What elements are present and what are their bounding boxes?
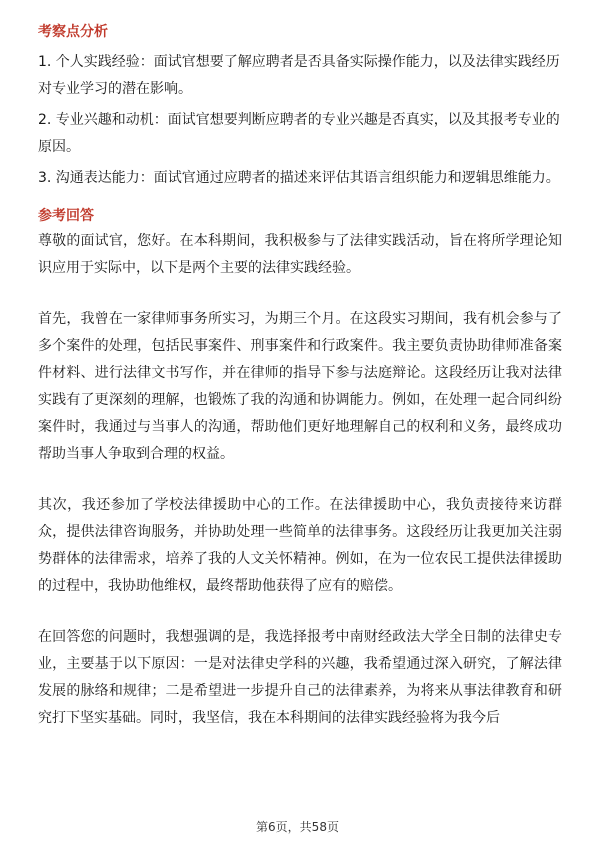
answer-paragraph: 在回答您的问题时，我想强调的是，我选择报考中南财经政法大学全日制的法律史专业，主要基于以下原因：一是对法律史学科的兴趣，我希望通过深入研究，了解法律发展的脉络和规律；二是希望进一步提升自己的法律素养，为将来从事法律教育和研究打下坚实基础。同时，我坚信，我在本科期间的法律实践经验将为我今后	[38, 629, 562, 726]
analysis-heading: 考察点分析	[38, 24, 108, 40]
answer-heading: 参考回答	[38, 208, 94, 224]
answer-paragraph: 尊敬的面试官，您好。在本科期间，我积极参与了法律实践活动，旨在将所学理论知识应用于实际中，以下是两个主要的法律实践经验。	[38, 233, 562, 276]
document-page	[38, 22, 562, 732]
page-indicator: 第6页，共58页	[256, 820, 339, 834]
analysis-item: 3. 沟通表达能力：面试官通过应聘者的描述来评估其语言组织能力和逻辑思维能力。	[38, 170, 560, 186]
analysis-item: 2. 专业兴趣和动机：面试官想要判断应聘者的专业兴趣是否真实，以及其报考专业的原因。	[38, 112, 560, 155]
answer-paragraph: 首先，我曾在一家律师事务所实习，为期三个月。在这段实习期间，我有机会参与了多个案件的处理，包括民事案件、刑事案件和行政案件。我主要负责协助律师准备案件材料、进行法律文书写作，并在律师的指导下参与法庭辩论。这段经历让我对法律实践有了更深刻的理解，也锻炼了我的沟通和协调能力。例如，在处理一起合同纠纷案件时，我通过与当事人的沟通，帮助他们更好地理解自己的权利和义务，最终成功帮助当事人争取到合理的权益。	[38, 311, 562, 462]
analysis-item: 1. 个人实践经验：面试官想要了解应聘者是否具备实际操作能力，以及法律实践经历对专业学习的潜在影响。	[38, 54, 560, 97]
answer-paragraph: 其次，我还参加了学校法律援助中心的工作。在法律援助中心，我负责接待来访群众，提供法律咨询服务，并协助处理一些简单的法律事务。这段经历让我更加关注弱势群体的法律需求，培养了我的人文关怀精神。例如，在为一位农民工提供法律援助的过程中，我协助他维权，最终帮助他获得了应有的赔偿。	[38, 497, 562, 594]
